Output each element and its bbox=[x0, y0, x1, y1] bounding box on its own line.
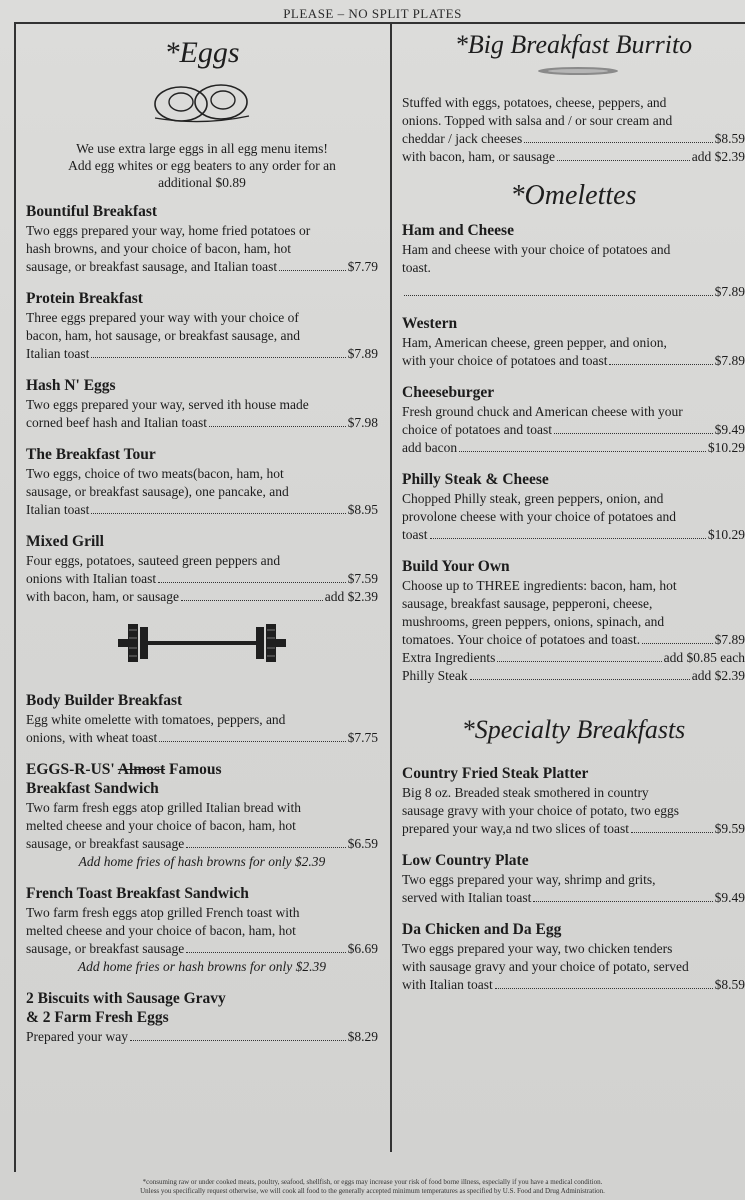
item-name: The Breakfast Tour bbox=[26, 446, 156, 463]
item-name: Protein Breakfast bbox=[26, 290, 143, 307]
omelettes-section-title: *Omelettes bbox=[510, 180, 637, 211]
item-price: $8.59 bbox=[714, 131, 745, 146]
item-name: Country Fried Steak Platter bbox=[402, 765, 589, 782]
menu-item-cheeseburger-omelette: Cheeseburger Fresh ground chuck and American cheese with your choice of potatoes and toast $9.49 add bacon $10.29 bbox=[402, 384, 745, 455]
item-name: Ham and Cheese bbox=[402, 222, 514, 239]
eggs-intro: We use extra large eggs in all egg menu items! Add egg whites or egg beaters to any order for an additional $0.89 bbox=[68, 141, 336, 190]
item-price: $7.89 bbox=[347, 346, 378, 361]
item-name: Hash N' Eggs bbox=[26, 377, 116, 394]
item-price: $7.59 bbox=[347, 571, 378, 586]
item-name: Philly Steak & Cheese bbox=[402, 471, 549, 488]
menu-item-burrito: Stuffed with eggs, potatoes, cheese, peppers, and onions. Topped with salsa and / or sour cream and cheddar / jack cheeses $8.59 with bacon, ham, or sausage add $2.39 bbox=[402, 95, 745, 164]
menu-item-philly-omelette: Philly Steak & Cheese Chopped Philly steak, green peppers, onion, and provolone cheese with your choice of potatoes and toast $10.29 bbox=[402, 471, 745, 542]
menu-item-western-omelette: Western Ham, American cheese, green pepper, and onion, with your choice of potatoes and toast $7.89 bbox=[402, 315, 745, 368]
item-price: add $2.39 bbox=[691, 149, 745, 164]
menu-item-protein-breakfast: Protein Breakfast Three eggs prepared your way with your choice of bacon, ham, hot sausage, or breakfast sausage, and Italian toast $7.89 bbox=[26, 290, 378, 361]
menu-item-breakfast-sandwich: EGGS-R-US' Almost Famous Breakfast Sandwich Two farm fresh eggs atop grilled Italian bread with melted cheese and your choice of bacon, ham, hot sausage, or breakfast sausage $6.59 Add home fries of hash browns for only $2.39 bbox=[26, 761, 378, 869]
item-price: $6.69 bbox=[347, 941, 378, 956]
item-name: 2 Biscuits with Sausage Gravy bbox=[26, 990, 226, 1007]
item-name-line-2: Breakfast Sandwich bbox=[26, 780, 159, 797]
item-name: Body Builder Breakfast bbox=[26, 692, 183, 709]
item-name: French Toast Breakfast Sandwich bbox=[26, 885, 249, 902]
menu-item-country-fried-steak: Country Fried Steak Platter Big 8 oz. Breaded steak smothered in country sausage gravy with your choice of potato, two eggs prepared your way,a nd two slices of toast $9.59 bbox=[402, 765, 745, 836]
item-price: $6.59 bbox=[347, 836, 378, 851]
menu-item-chicken-and-egg: Da Chicken and Da Egg Two eggs prepared your way, two chicken tenders with sausage gravy and your choice of potato, served with Italian toast $8.59 bbox=[402, 921, 745, 992]
food-safety-disclaimer: *consuming raw or under cooked meats, poultry, seafood, shellfish, or eggs may increase your risk of food borne illness, especially if you have a medical condition. Unless you specifically request otherwise, we will cook all food to the generally accepted minimum temperatures as specified by U.S. Food and Drug Administration. bbox=[140, 1178, 605, 1195]
item-price: add $0.85 each bbox=[663, 650, 745, 665]
menu-item-mixed-grill: Mixed Grill Four eggs, potatoes, sauteed green peppers and onions with Italian toast $7.59 with bacon, ham, or sausage add $2.39 bbox=[26, 533, 378, 604]
item-name: Da Chicken and Da Egg bbox=[402, 921, 562, 938]
menu-item-ham-cheese-omelette: Ham and Cheese Ham and cheese with your choice of potatoes and toast. $7.89 bbox=[402, 222, 745, 299]
barbell-icon bbox=[112, 620, 292, 666]
menu-item-hash-n-eggs: Hash N' Eggs Two eggs prepared your way, served ith house made corned beef hash and Italian toast $7.98 bbox=[26, 377, 378, 430]
item-price: $9.59 bbox=[714, 821, 745, 836]
item-name: Bountiful Breakfast bbox=[26, 203, 158, 220]
item-price: add $2.39 bbox=[691, 668, 745, 683]
item-name: Mixed Grill bbox=[26, 533, 104, 550]
eggs-illustration bbox=[147, 74, 257, 126]
right-column bbox=[402, 30, 745, 1008]
item-price: $9.49 bbox=[714, 422, 745, 437]
menu-item-low-country-plate: Low Country Plate Two eggs prepared your way, shrimp and grits, served with Italian toast $9.49 bbox=[402, 852, 745, 905]
item-price: $7.79 bbox=[347, 259, 378, 274]
item-price: $9.49 bbox=[714, 890, 745, 905]
column-divider bbox=[390, 22, 392, 1152]
eggs-section-title: *Eggs bbox=[164, 36, 240, 69]
item-name: Western bbox=[402, 315, 458, 332]
burrito-section-title: *Big Breakfast Burrito bbox=[454, 30, 693, 59]
item-name-line-2: & 2 Farm Fresh Eggs bbox=[26, 1009, 169, 1026]
specialty-section-title: *Specialty Breakfasts bbox=[461, 715, 686, 744]
item-price: add $2.39 bbox=[324, 589, 378, 604]
menu-item-french-toast-sandwich: French Toast Breakfast Sandwich Two farm fresh eggs atop grilled French toast with melted cheese and your choice of bacon, ham, hot sausage, or breakfast sausage $6.69 Add home fries or hash browns for only $2.39 bbox=[26, 885, 378, 974]
item-price: $8.59 bbox=[714, 977, 745, 992]
item-name: Build Your Own bbox=[402, 558, 510, 575]
no-split-plates-notice: PLEASE – NO SPLIT PLATES bbox=[283, 6, 462, 21]
item-price: $7.89 bbox=[714, 284, 745, 299]
add-on-note: Add home fries or hash browns for only $2.39 bbox=[77, 959, 327, 974]
item-name: EGGS-R-US' Almost Famous bbox=[26, 761, 222, 778]
menu-item-breakfast-tour: The Breakfast Tour Two eggs, choice of two meats(bacon, ham, hot sausage, or breakfast sausage), one pancake, and Italian toast $8.95 bbox=[26, 446, 378, 517]
burrito-illustration bbox=[402, 64, 745, 78]
item-price: $8.29 bbox=[347, 1029, 378, 1044]
menu-item-build-your-own: Build Your Own Choose up to THREE ingredients: bacon, ham, hot sausage, breakfast sausage, pepperoni, cheese, mushrooms, green peppers, onions, spinach, and tomatoes. Your choice of potatoes and toast. $7.89 Extra Ingredients add $0.85 each Philly Steak add $2.39 bbox=[402, 558, 745, 683]
item-price: $8.95 bbox=[347, 502, 378, 517]
add-on-note: Add home fries of hash browns for only $2.39 bbox=[78, 854, 326, 869]
item-price: $7.89 bbox=[714, 632, 745, 647]
left-column bbox=[26, 30, 378, 1060]
item-price: $10.29 bbox=[707, 527, 745, 542]
menu-item-biscuits-gravy: 2 Biscuits with Sausage Gravy & 2 Farm Fresh Eggs Prepared your way $8.29 bbox=[26, 990, 378, 1044]
item-name: Cheeseburger bbox=[402, 384, 495, 401]
menu-item-bountiful-breakfast: Bountiful Breakfast Two eggs prepared your way, home fried potatoes or hash browns, and your choice of bacon, ham, hot sausage, or breakfast sausage, and Italian toast $7.79 bbox=[26, 203, 378, 274]
item-price: $7.98 bbox=[347, 415, 378, 430]
item-price: $7.75 bbox=[347, 730, 378, 745]
item-price: $7.89 bbox=[714, 353, 745, 368]
item-name: Low Country Plate bbox=[402, 852, 529, 869]
item-price: $10.29 bbox=[707, 440, 745, 455]
menu-item-body-builder: Body Builder Breakfast Egg white omelette with tomatoes, peppers, and onions, with wheat toast $7.75 bbox=[26, 692, 378, 745]
